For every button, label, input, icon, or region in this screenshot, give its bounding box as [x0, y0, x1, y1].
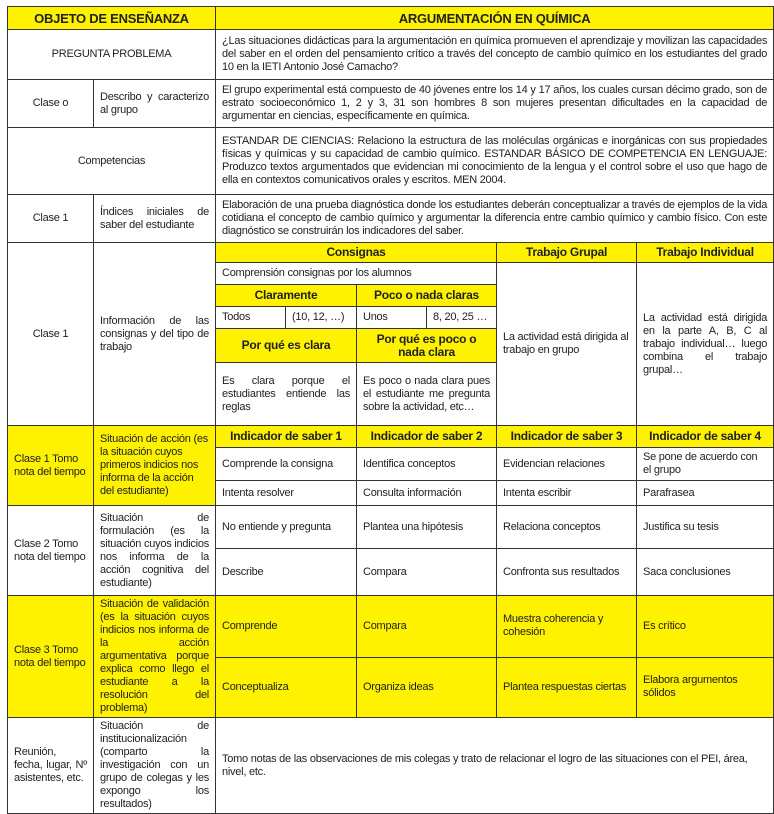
cell: Justifica su tesis: [637, 506, 774, 549]
cell: Compara: [357, 596, 497, 658]
lesson-plan-table: [7, 6, 774, 814]
reunion-label: Reunión, fecha, lugar, Nº asistentes, etc.: [8, 718, 94, 814]
cell: No entiende y pregunta: [216, 506, 357, 549]
cell: Identifica conceptos: [357, 448, 497, 481]
cell: Saca conclusiones: [637, 549, 774, 596]
validacion-sub: Situación de validación (es la situación cuyos indicios nos informa de la acción argumentativa porque explica como llego el estudiante a la resolución del problema): [94, 596, 216, 718]
cell: Se pone de acuerdo con el grupo: [637, 448, 774, 481]
comprension-label: Comprensión consignas por los alumnos: [216, 263, 497, 285]
clase0-sub: Describo y caracterizo al grupo: [94, 80, 216, 128]
indicador-2: Indicador de saber 2: [357, 426, 497, 448]
cell: Intenta escribir: [497, 481, 637, 506]
cell: Relaciona conceptos: [497, 506, 637, 549]
competencias-text: ESTANDAR DE CIENCIAS: Relaciono la estructura de las moléculas orgánicas e inorgánicas con sus propiedades físicas y químicas y su capacidad de cambio químico. ESTANDAR BÁSICO DE COMPETENCIA EN LENGUAJE: Produzco textos argumentados que evidencian mi conocimiento de la lengua y el control sobre el uso que hago de ella en contextos comunicativos orales y escritos. MEN 2004.: [216, 128, 774, 195]
header-argumentacion: ARGUMENTACIÓN EN QUÍMICA: [216, 7, 774, 30]
clase0-text: El grupo experimental está compuesto de 40 jóvenes entre los 14 y 17 años, los cuales cursan décimo grado, son de estrato socioeconómico 1, 2 y 3, 31 son hombres 8 son mujeres presentan dificultades en la capacidad de argumentar en ciencias, específicamente en química.: [216, 80, 774, 128]
individual-header: Trabajo Individual: [637, 243, 774, 263]
cell: Consulta información: [357, 481, 497, 506]
validacion-label: Clase 3 Tomo nota del tiempo: [8, 596, 94, 718]
cell: Es crítico: [637, 596, 774, 658]
cell: Organiza ideas: [357, 657, 497, 718]
porque-clara-header: Por qué es clara: [216, 329, 357, 363]
clara-text: Es clara porque el estudiantes entiende las reglas: [216, 363, 357, 426]
cell: Comprende: [216, 596, 357, 658]
competencias-label: Competencias: [8, 128, 216, 195]
claramente-header: Claramente: [216, 285, 357, 307]
cell: Muestra coherencia y cohesión: [497, 596, 637, 658]
indicador-4: Indicador de saber 4: [637, 426, 774, 448]
unos-value: 8, 20, 25 …: [427, 307, 497, 329]
cell: Describe: [216, 549, 357, 596]
cell: Intenta resolver: [216, 481, 357, 506]
cell: Compara: [357, 549, 497, 596]
clase0-label: Clase o: [8, 80, 94, 128]
individual-text: La actividad está dirigida en la parte A, B, C al trabajo individual… luego combina el trabajo grupal…: [637, 263, 774, 426]
clase1a-text: Elaboración de una prueba diagnóstica donde los estudiantes deberán conceptualizar a través de ejemplos de la vida cotidiana el concepto de cambio químico y argumentar la diferencia entre cambio químico y cambio físico. Con este diagnóstico se construirán los indicadores del saber.: [216, 195, 774, 243]
cell: Confronta sus resultados: [497, 549, 637, 596]
pregunta-label: PREGUNTA PROBLEMA: [8, 30, 216, 80]
indicador-1: Indicador de saber 1: [216, 426, 357, 448]
porque-poco-header: Por qué es poco o nada clara: [357, 329, 497, 363]
clase1b-label: Clase 1: [8, 243, 94, 426]
grupal-text: La actividad está dirigida al trabajo en grupo: [497, 263, 637, 426]
cell: Parafrasea: [637, 481, 774, 506]
cell: Plantea una hipótesis: [357, 506, 497, 549]
reunion-sub: Situación de institucionalización (comparto la investigación con un grupo de colegas y les expongo los resultados): [94, 718, 216, 814]
grupal-header: Trabajo Grupal: [497, 243, 637, 263]
clase1a-sub: Índices iniciales de saber del estudiante: [94, 195, 216, 243]
cell: Plantea respuestas ciertas: [497, 657, 637, 718]
pregunta-text: ¿Las situaciones didácticas para la argumentación en química promueven el aprendizaje y movilizan las capacidades del saber en el orden del pensamiento crítico a través del concepto de cambio químico en los estudiantes del grado 10 en la IETI Antonio José Camacho?: [216, 30, 774, 80]
todos-label: Todos: [216, 307, 286, 329]
accion-label: Clase 1 Tomo nota del tiempo: [8, 426, 94, 506]
todos-value: (10, 12, …): [286, 307, 357, 329]
reunion-text: Tomo notas de las observaciones de mis colegas y trato de relacionar el logro de las situaciones con el PEI, área, nivel, etc.: [216, 718, 774, 814]
poco-text: Es poco o nada clara pues el estudiante me pregunta sobre la actividad, etc…: [357, 363, 497, 426]
indicador-3: Indicador de saber 3: [497, 426, 637, 448]
accion-sub: Situación de acción (es la situación cuyos primeros indicios nos informa de la acción del estudiante): [94, 426, 216, 506]
formulacion-label: Clase 2 Tomo nota del tiempo: [8, 506, 94, 596]
cell: Comprende la consigna: [216, 448, 357, 481]
formulacion-sub: Situación de formulación (es la situación cuyos indicios nos informa de la acción cognitiva del estudiante): [94, 506, 216, 596]
cell: Conceptualiza: [216, 657, 357, 718]
clase1a-label: Clase 1: [8, 195, 94, 243]
clase1b-sub: Información de las consignas y del tipo de trabajo: [94, 243, 216, 426]
cell: Evidencian relaciones: [497, 448, 637, 481]
cell: Elabora argumentos sólidos: [637, 657, 774, 718]
unos-label: Unos: [357, 307, 427, 329]
consignas-header: Consignas: [216, 243, 497, 263]
header-objeto: OBJETO DE ENSEÑANZA: [8, 7, 216, 30]
poco-header: Poco o nada claras: [357, 285, 497, 307]
